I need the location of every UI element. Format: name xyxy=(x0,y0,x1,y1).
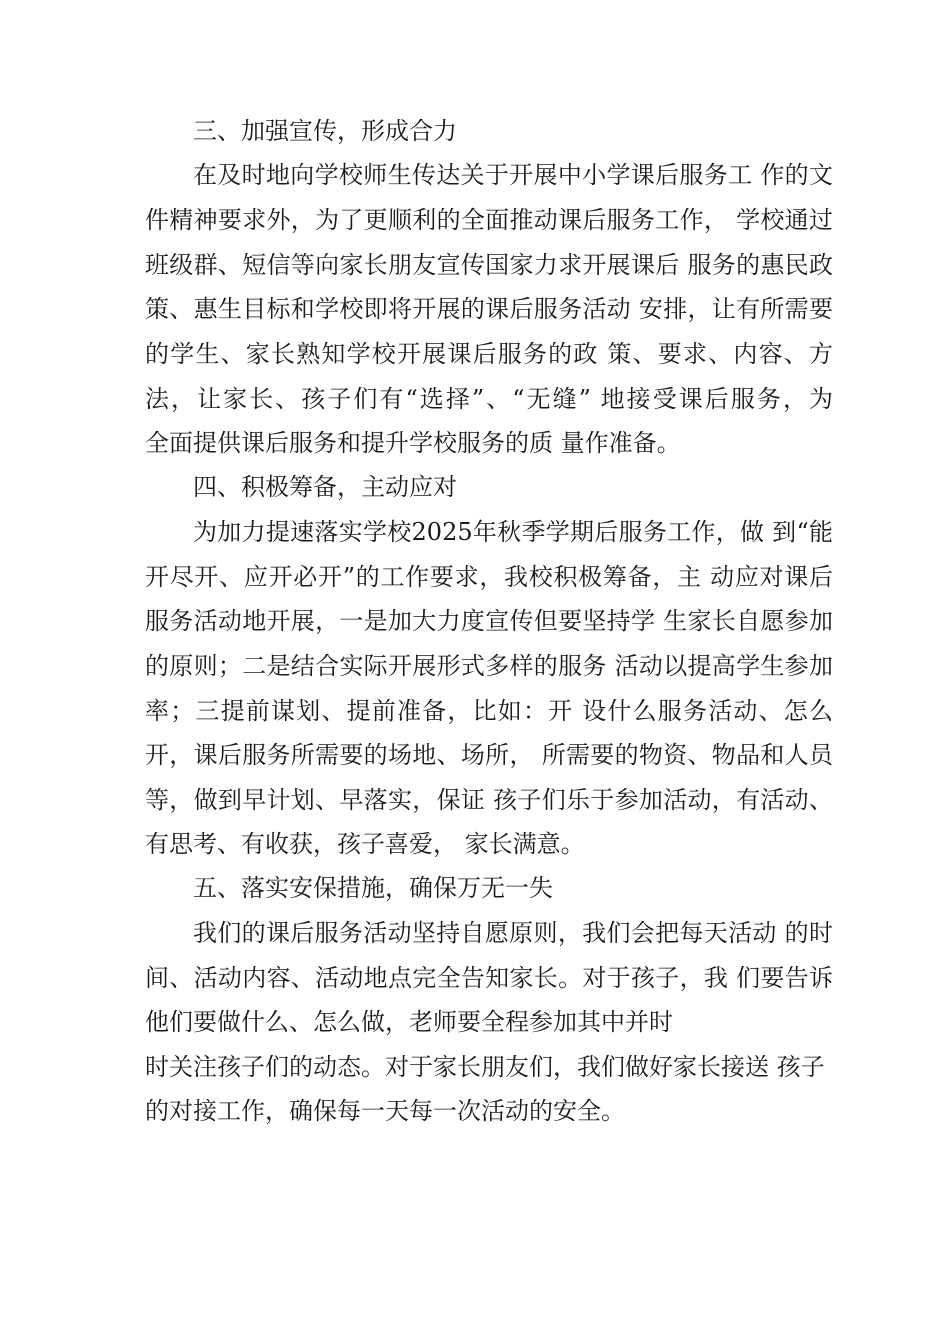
paragraph-line: 开，课后服务所需要的场地、场所， 所需要的物资、物品和人员 xyxy=(145,741,833,769)
paragraph-line: 的学生、家长熟知学校开展课后服务的政 策、要求、内容、方 xyxy=(145,340,833,368)
paragraph-line: 法，让家长、孩子们有“选择”、“无缝” 地接受课后服务，为 xyxy=(145,385,833,413)
paragraph-line: 全面提供课后服务和提升学校服务的质 量作准备。 xyxy=(145,429,681,457)
paragraph-line: 间、活动内容、活动地点完全告知家长。对于孩子，我 们要告诉 xyxy=(145,964,833,992)
paragraph-line: 件精神要求外，为了更顺利的全面推动课后服务工作， 学校通过 xyxy=(145,206,833,234)
paragraph-line: 服务活动地开展，一是加大力度宣传但要坚持学 生家长自愿参加 xyxy=(145,607,833,635)
paragraph-line: 他们要做什么、怎么做，老师要全程参加其中并时 xyxy=(145,1008,673,1036)
paragraph-line: 为加力提速落实学校2025年秋季学期后服务工作，做 到“能 xyxy=(193,518,833,546)
paragraph-line: 的对接工作，确保每一天每一次活动的安全。 xyxy=(145,1097,625,1125)
paragraph-line: 策、惠生目标和学校即将开展的课后服务活动 安排，让有所需要 xyxy=(145,295,833,323)
paragraph-line: 在及时地向学校师生传达关于开展中小学课后服务工 作的文 xyxy=(193,161,833,189)
heading-section-5: 五、落实安保措施，确保万无一失 xyxy=(193,874,553,902)
heading-section-4: 四、积极筹备，主动应对 xyxy=(193,473,457,501)
heading-section-3: 三、加强宣传，形成合力 xyxy=(193,117,457,145)
paragraph-line: 开尽开、应开必开”的工作要求，我校积极筹备，主 动应对课后 xyxy=(145,563,833,591)
paragraph-line: 班级群、短信等向家长朋友宣传国家力求开展课后 服务的惠民政 xyxy=(145,251,833,279)
paragraph-line: 有思考、有收获，孩子喜爱， 家长满意。 xyxy=(145,830,585,858)
paragraph-line: 时关注孩子们的动态。对于家长朋友们，我们做好家长接送 孩子 xyxy=(145,1053,825,1081)
paragraph-line: 等，做到早计划、早落实，保证 孩子们乐于参加活动，有活动、 xyxy=(145,786,833,814)
paragraph-line: 的原则；二是结合实际开展形式多样的服务 活动以提高学生参加 xyxy=(145,652,833,680)
paragraph-line: 我们的课后服务活动坚持自愿原则，我们会把每天活动 的时 xyxy=(193,919,833,947)
paragraph-line: 率；三提前谋划、提前准备，比如：开 设什么服务活动、怎么 xyxy=(145,697,833,725)
